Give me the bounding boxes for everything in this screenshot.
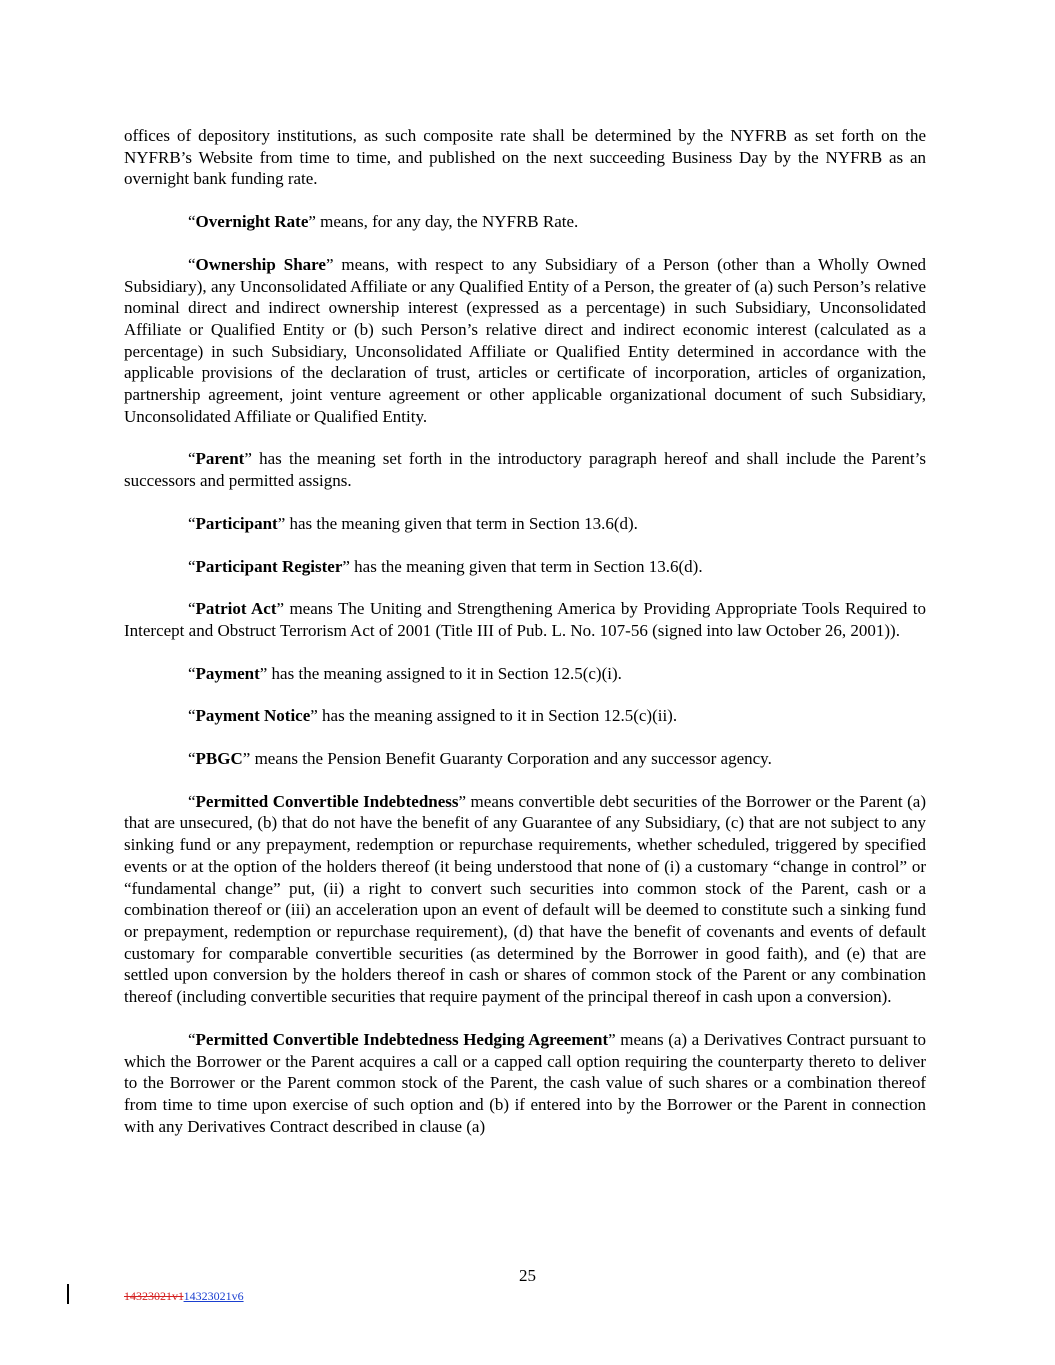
defined-term: Parent: [195, 449, 245, 469]
document-id-deleted: 14323021v1: [124, 1289, 184, 1303]
definition-pbgc: “PBGC” means the Pension Benefit Guaranty Corporation and any successor agency.: [188, 749, 772, 769]
page-number: 25: [519, 1266, 536, 1285]
document-body: [124, 125, 926, 1158]
revision-change-bar: [67, 1284, 69, 1304]
defined-term: Overnight Rate: [195, 212, 309, 232]
definition-text: ” has the meaning assigned to it in Section 12.5(c)(ii).: [310, 706, 678, 726]
defined-term: Participant Register: [195, 556, 343, 576]
definition-text: ” means The Uniting and Strengthening America by Providing Appropriate Tools Required to Intercept and Obstruct Terrorism Act of 2001 (Title III of Pub. L. No. 107-56 (signed into law October 26, 2001)).: [124, 599, 926, 640]
definition-text: ” means, with respect to any Subsidiary of a Person (other than a Wholly Owned Subsidiary), any Unconsolidated Affiliate or any Qualified Entity of a Person, the greater of (a) such Person’s relative nominal direct and indirect ownership interest (expressed as a percentage) in such Subsidiary, Unconsolidated Affiliate or Qualified Entity or (b) such Person’s relative direct and indirect economic interest (calculated as a percentage) in such Subsidiary, Unconsolidated Affiliate or Qualified Entity determined in accordance with the applicable provisions of the declaration of trust, articles or certificate of incorporation, articles of organization, partnership agreement, joint venture agreement or other applicable organizational document of such Subsidiary, Unconsolidated Affiliate or Qualified Entity.: [124, 254, 926, 426]
document-id: [124, 1289, 244, 1304]
definition-patriot-act: “Patriot Act” means The Uniting and Strengthening America by Providing Appropriate Tools Required to Intercept and Obstruct Terrorism Act of 2001 (Title III of Pub. L. No. 107-56 (signed into law October 26, 2001)).: [124, 599, 926, 640]
definition-permitted-convertible-indebtedness: “Permitted Convertible Indebtedness” means convertible debt securities of the Borrower or the Parent (a) that are unsecured, (b) that do not have the benefit of any Guarantee of any Subsidiary, (c) that are not subject to any sinking fund or any prepayment, redemption or repurchase requirements, whether scheduled, triggered by specified events or at the option of the holders thereof (it being understood that none of (i) a customary “change in control” or “fundamental change” put, (ii) a right to convert such securities into common stock of the Parent, cash or a combination thereof or (iii) an acceleration upon an event of default will be deemed to constitute such a sinking fund or prepayment, redemption or repurchase requirement), (d) that have the benefit of covenants and events of default customary for comparable convertible securities (as determined by the Borrower in good faith), and (e) that are settled upon conversion by the holders thereof in cash or shares of common stock of the Parent or any combination thereof (including convertible securities that require payment of the principal thereof in cash upon a conversion).: [124, 791, 926, 1007]
definition-payment-notice: “Payment Notice” has the meaning assigned to it in Section 12.5(c)(ii).: [188, 706, 678, 726]
definition-text: ” means convertible debt securities of the Borrower or the Parent (a) that are unsecured, (b) that do not have the benefit of any Guarantee of any Subsidiary, (c) that are not subject to any sinking fund or any prepayment, redemption or repurchase requirements, whether scheduled, triggered by specified events or at the option of the holders thereof (it being understood that none of (i) a customary “change in control” or “fundamental change” put, (ii) a right to convert such securities into common stock of the Parent, cash or a combination thereof or (iii) an acceleration upon an event of default will be deemed to constitute such a sinking fund or prepayment, redemption or repurchase requirement), (d) that have the benefit of covenants and events of default customary for comparable convertible securities (as determined by the Borrower in good faith), and (e) that are settled upon conversion by the holders thereof in cash or shares of common stock of the Parent or any combination thereof (including convertible securities that require payment of the principal thereof in cash upon a conversion).: [124, 791, 926, 1007]
definition-ownership-share: “Ownership Share” means, with respect to any Subsidiary of a Person (other than a Wholly Owned Subsidiary), any Unconsolidated Affiliate or any Qualified Entity of a Person, the greater of (a) such Person’s relative nominal direct and indirect ownership interest (expressed as a percentage) in such Subsidiary, Unconsolidated Affiliate or Qualified Entity or (b) such Person’s relative direct and indirect economic interest (calculated as a percentage) in such Subsidiary, Unconsolidated Affiliate or Qualified Entity determined in accordance with the applicable provisions of the declaration of trust, articles or certificate of incorporation, articles of organization, partnership agreement, joint venture agreement or other applicable organizational document of such Subsidiary, Unconsolidated Affiliate or Qualified Entity.: [124, 254, 926, 426]
definition-text: ” means, for any day, the NYFRB Rate.: [308, 212, 579, 232]
document-id-inserted: 14323021v6: [183, 1289, 244, 1303]
definition-overnight-rate: “Overnight Rate” means, for any day, the NYFRB Rate.: [188, 212, 579, 232]
defined-term: Payment Notice: [195, 706, 311, 726]
definition-parent: “Parent” has the meaning set forth in the introductory paragraph hereof and shall include the Parent’s successors and permitted assigns.: [124, 449, 926, 491]
continuation-paragraph: offices of depository institutions, as such composite rate shall be determined by the NYFRB as set forth on the NYFRB’s Website from time to time, and published on the next succeeding Business Day by the NYFRB as an overnight bank funding rate.: [124, 126, 926, 189]
definition-payment: “Payment” has the meaning assigned to it in Section 12.5(c)(i).: [188, 663, 622, 683]
defined-term: Permitted Convertible Indebtedness: [195, 791, 459, 811]
definition-text: ” has the meaning given that term in Section 13.6(d).: [342, 556, 703, 576]
defined-term: Ownership Share: [195, 254, 326, 274]
definition-participant: “Participant” has the meaning given that term in Section 13.6(d).: [188, 513, 638, 533]
defined-term: PBGC: [195, 749, 243, 769]
definition-participant-register: “Participant Register” has the meaning given that term in Section 13.6(d).: [188, 556, 703, 576]
defined-term: Permitted Convertible Indebtedness Hedging Agreement: [195, 1029, 609, 1049]
definition-text: ” has the meaning assigned to it in Section 12.5(c)(i).: [259, 663, 622, 683]
definition-text: ” means the Pension Benefit Guaranty Corporation and any successor agency.: [242, 749, 772, 769]
definition-text: ” has the meaning set forth in the introductory paragraph hereof and shall include the Parent’s successors and permitted assigns.: [124, 449, 926, 491]
defined-term: Patriot Act: [195, 599, 277, 619]
defined-term: Payment: [195, 663, 260, 683]
definition-text: ” means (a) a Derivatives Contract pursuant to which the Borrower or the Parent acquires a call or a capped call option requiring the counterparty thereto to deliver to the Borrower or the Parent common stock of the Parent, the cash value of such shares or a combination thereof from time to time upon exercise of such option and (b) if entered into by the Borrower or the Parent in connection with any Derivatives Contract described in clause (a): [124, 1029, 926, 1136]
definition-text: ” has the meaning given that term in Section 13.6(d).: [277, 513, 638, 533]
definition-permitted-convertible-indebtedness-hedging-agreement: “Permitted Convertible Indebtedness Hedging Agreement” means (a) a Derivatives Contract pursuant to which the Borrower or the Parent acquires a call or a capped call option requiring the counterparty thereto to deliver to the Borrower or the Parent common stock of the Parent, the cash value of such shares or a combination thereof from time to time upon exercise of such option and (b) if entered into by the Borrower or the Parent in connection with any Derivatives Contract described in clause (a): [124, 1029, 926, 1136]
defined-term: Participant: [195, 513, 278, 533]
